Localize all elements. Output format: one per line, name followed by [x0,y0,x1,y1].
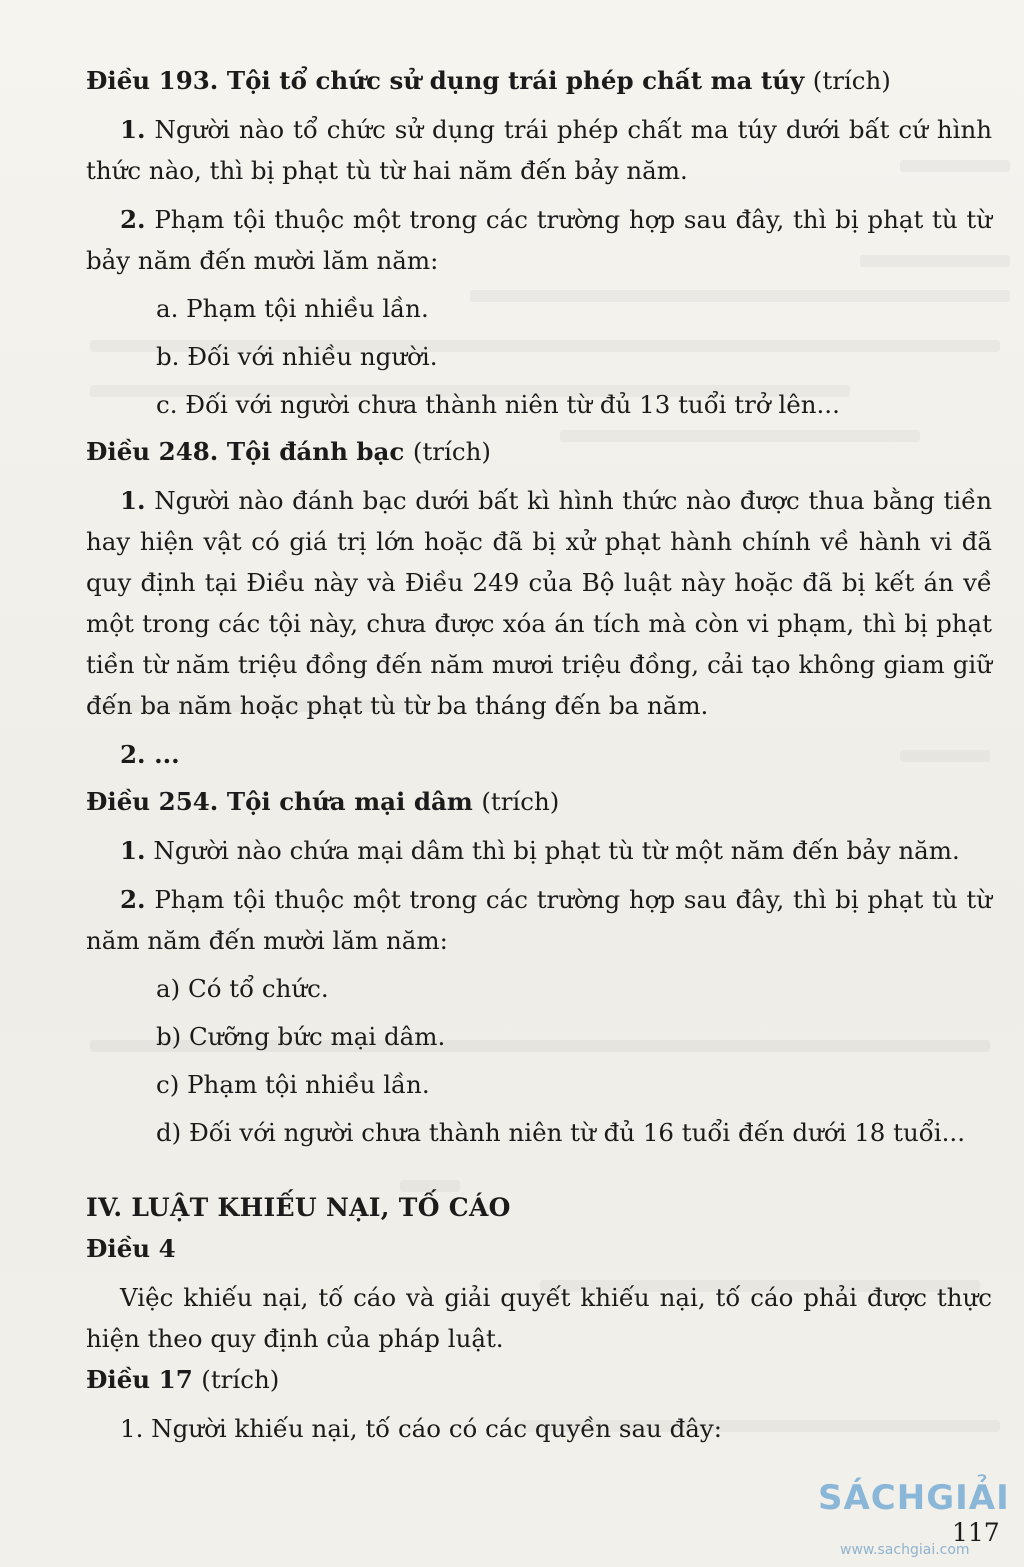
article-248-clause-2: 2. ... [120,740,180,769]
clause-text: Người nào tổ chức sử dụng trái phép chất ma túy dưới bất cứ hình thức nào, thì bị phạt tù từ hai năm đến bảy năm. [86,115,992,185]
article-193-clause-2 [86,199,992,281]
section-heading: IV. LUẬT KHIẾU NẠI, TỐ CÁO [86,1193,511,1222]
watermark-url: www.sachgiai.com [840,1542,970,1558]
clause-text: Phạm tội thuộc một trong các trường hợp sau đây, thì bị phạt tù từ năm năm đến mười lăm năm: [86,885,992,955]
clause-number: 1. [120,115,146,144]
list-item: c. Đối với người chưa thành niên từ đủ 13 tuổi trở lên... [156,390,840,419]
list-item: b. Đối với nhiều người. [156,342,438,371]
article-193-clause-1 [86,109,992,191]
article-248-heading [86,431,992,472]
article-254-clause-1 [86,830,992,871]
page-number: 117 [952,1518,1000,1547]
watermark-brand: SÁCHGIẢI [818,1478,1010,1518]
article-193-note: (trích) [812,66,891,95]
article-254-clause-2 [86,879,992,961]
clause-number: 1. [120,486,146,515]
article-193-title: Điều 193. Tội tổ chức sử dụng trái phép chất ma túy [86,66,805,95]
article-17-clause-1: 1. Người khiếu nại, tố cáo có các quyền sau đây: [120,1414,722,1443]
clause-number: 2. [120,205,146,234]
article-248-note: (trích) [412,437,491,466]
clause-text: Phạm tội thuộc một trong các trường hợp sau đây, thì bị phạt tù từ bảy năm đến mười lăm năm: [86,205,992,275]
article-254-title: Điều 254. Tội chứa mại dâm [86,787,473,816]
list-item: a. Phạm tội nhiều lần. [156,294,429,323]
list-item: d) Đối với người chưa thành niên từ đủ 16 tuổi đến dưới 18 tuổi... [156,1118,965,1147]
article-248-clause-1 [86,480,992,726]
article-254-heading [86,781,992,822]
article-4-heading: Điều 4 [86,1234,176,1263]
clause-text: Người nào chứa mại dâm thì bị phạt tù từ một năm đến bảy năm. [153,836,960,865]
article-193-heading [86,60,992,101]
article-17-note: (trích) [201,1365,280,1394]
article-4-text: Việc khiếu nại, tố cáo và giải quyết khiếu nại, tố cáo phải được thực hiện theo quy định của pháp luật. [86,1283,992,1353]
document-body [86,60,992,1449]
clause-number: 1. [120,836,146,865]
list-item: a) Có tổ chức. [156,974,329,1003]
article-254-note: (trích) [481,787,560,816]
clause-text: Người nào đánh bạc dưới bất kì hình thức nào được thua bằng tiền hay hiện vật có giá trị lớn hoặc đã bị xử phạt hành chính về hành vi đã quy định tại Điều này và Điều 249 của Bộ luật này hoặc đã bị kết án về một trong các tội này, chưa được xóa án tích mà còn vi phạm, thì bị phạt tiền từ năm triệu đồng đến năm mươi triệu đồng, cải tạo không giam giữ đến ba năm hoặc phạt tù từ ba tháng đến ba năm. [86,486,992,720]
article-248-title: Điều 248. Tội đánh bạc [86,437,405,466]
list-item: c) Phạm tội nhiều lần. [156,1070,430,1099]
article-17-heading [86,1359,992,1400]
article-17-title: Điều 17 [86,1365,193,1394]
clause-number: 2. [120,885,146,914]
list-item: b) Cưỡng bức mại dâm. [156,1022,446,1051]
